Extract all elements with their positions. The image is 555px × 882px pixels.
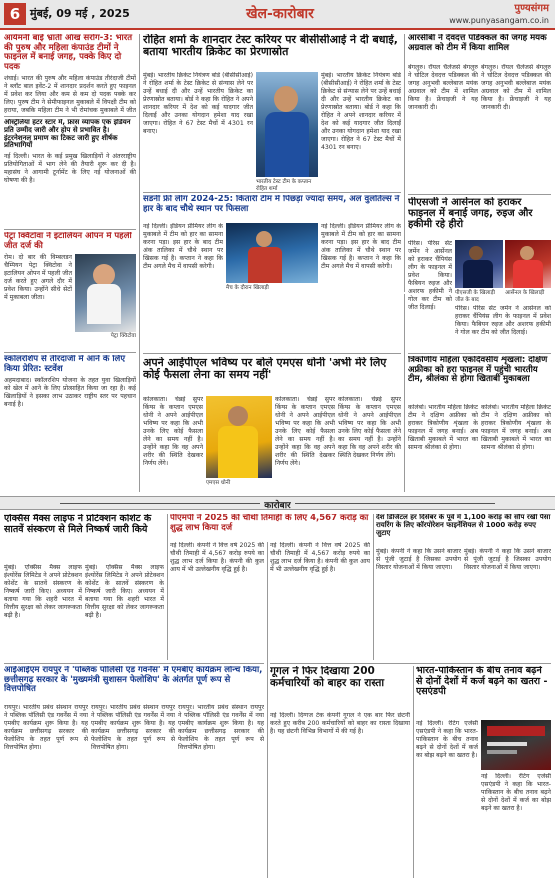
photo-rohit xyxy=(256,72,318,177)
brand-name: पुण्यसंगम xyxy=(514,3,549,14)
body-padikkal: बेंगलुरु। रॉयल चैलेंजर्स बेंगलुरु ने चोटिल देवदत्त पडिक्कल की जगह अनुभवी बल्लेबाज मयंक अग्रवाल को टीम में शामिल किया है। फ्रेंचाइजी ने यह जानकारी दी। xyxy=(408,64,478,111)
photo-indo-pak xyxy=(481,720,551,770)
player-jersey-shape xyxy=(463,260,493,288)
body-psg-continued: पेरिस। पेरिस सेंट जर्मेन ने आर्सेनल को हराकर चैंपियंस लीग के फाइनल में प्रवेश किया। फैबियन रुइज और अशरफ हकीमी ने गोल कर टीम को जीत दिलाई। xyxy=(455,305,551,336)
body-rohit-continued: मुंबई। भारतीय क्रिकेट नियंत्रण बोर्ड (बीसीसीआई) ने रोहित शर्मा के टेस्ट क्रिकेट से संन्यास लेने पर उन्हें बधाई दी और उन्हें भारतीय क्रिकेट का प्रेरणास्रोत बताया। बोर्ड ने कहा कि रोहित ने अपने शानदार करियर में देश को कई यादगार जीत दिलाईं और उनका योगदान हमेशा याद रखा जाएगा। रोहित ने 67 टेस्ट मैचों में 4301 रन बनाए। xyxy=(321,72,401,151)
article-pmp-body xyxy=(170,542,264,660)
column-divider xyxy=(373,514,374,660)
article-google xyxy=(270,666,410,710)
business-section-band xyxy=(0,496,555,510)
brand-block xyxy=(449,3,549,27)
article-indo-pak-body xyxy=(416,720,478,878)
headline-psg: पीएसजी ने आर्सेनल को हराकर फाइनल में बनाई जगह, रुइज और हकीमी रहे हीरो xyxy=(408,197,533,231)
city-date: मुंबई, 09 मई , 2025 xyxy=(30,7,130,20)
article-col1-second xyxy=(4,119,136,227)
headline-axis-max: एक्सिस मैक्स लाइफ ने प्रोटेक्शन कोशेंट के सातवें संस्करण से मिले निष्कर्ष जारी किये xyxy=(4,514,152,535)
body-indo-pak: नई दिल्ली। रेटिंग एजेंसी एसएंडपी ने कहा कि भारत-पाकिस्तान के बीच तनाव बढ़ने से दोनों देशों में कर्ज का बोझ बढ़ने का खतरा है। xyxy=(416,720,478,759)
body-dhoni-continued: कोलकाता। चेन्नई सुपर किंग्स के कप्तान एमएस धोनी ने अपने आईपीएल भविष्य पर कहा कि अभी उनके लिए कोई फैसला लेने का समय नहीं है। उन्होंने कहा कि वह अपने शरीर की स्थिति देखकर निर्णय लेंगे। xyxy=(275,396,335,467)
column-divider xyxy=(139,34,140,492)
player-jersey-shape xyxy=(265,112,309,177)
body-womens-odi: कोलंबो। भारतीय महिला क्रिकेट टीम ने दक्षिण अफ्रीका को हराकर त्रिकोणीय शृंखला के फाइनल में जगह बनाई। अब खिताबी मुकाबले में भारत का सामना श्रीलंका से होगा। xyxy=(408,404,478,451)
caption-arsenal: आर्सेनल के खिलाड़ी xyxy=(505,290,545,296)
divider xyxy=(4,352,136,353)
body-scholarship: अहमदाबाद। स्कॉलरशिप योजना के तहत युवा खिलाड़ियों को खेल में आने के लिए प्रोत्साहित किया जा रहा है। कई खिलाड़ियों ने इसका लाभ उठाकर राष्ट्रीय स्तर पर पहचान बनाई है। xyxy=(4,377,136,409)
body-archery: शंघाई। भारत की पुरुष और महिला कंपाउंड तीरंदाजी टीमों ने ब्लॉट बाल इवेंट-2 में शानदार प्रदर्शन करते हुए फाइनल में प्रवेश कर लिया और कम से कम दो पदक पक्के कर लिए। पुरुष टीम ने सेमीफाइनल मुकाबले में विपक्षी टीम को हराया, जबकि महिला टीम ने भी रोमांचक मुकाबले में जीत xyxy=(4,75,136,114)
body-capital-raise: मुंबई। कंपनी ने कहा कि उसने बाजार से पूंजी जुटाई है जिसका उपयोग विस्तार योजनाओं में किया जाएगा। xyxy=(376,548,461,571)
article-axis-max xyxy=(4,514,164,562)
body-rohit: मुंबई। भारतीय क्रिकेट नियंत्रण बोर्ड (बीसीसीआई) ने रोहित शर्मा के टेस्ट क्रिकेट से संन्यास लेने पर उन्हें बधाई दी और उन्हें भारतीय क्रिकेट का प्रेरणास्रोत बताया। बोर्ड ने कहा कि रोहित ने अपने शानदार करियर में देश को कई यादगार जीत दिलाईं और उनका योगदान हमेशा याद रखा जाएगा। रोहित ने 67 टेस्ट मैचों में 4301 रन बनाए। xyxy=(143,72,253,135)
body-iim-continued-2: रायपुर। भारतीय प्रबंध संस्थान रायपुर ने पब्लिक पॉलिसी एंड गवर्नेंस में नया एमबीए कार्यक्रम शुरू किया है। यह कार्यक्रम छत्तीसगढ़ सरकार की फेलोशिप के तहत पूर्ण रूप से वित्तपोषित होगा। xyxy=(178,704,264,751)
article-padikkal-body-2 xyxy=(481,64,551,192)
article-dhoni-headline xyxy=(143,357,401,393)
headline-kvitova: पेट्रा क्विटोवा ने इटालियन ओपन में पहली जीत दर्ज की xyxy=(4,232,132,251)
player-head-shape xyxy=(469,246,483,260)
headline-archery: आर्यमनी बाईं भ्रांतीं ऑख संरोग-3: भारत की पुरुष और महिला कंपाउंड टीमों ने फाइनल में बनाई जगह, पक्के किए दो पदक xyxy=(4,34,133,72)
player-head-shape xyxy=(256,231,272,247)
article-axis-max-body xyxy=(4,564,82,660)
article-padikkal-body xyxy=(408,64,478,192)
divider xyxy=(4,116,136,117)
body-pmp-continued: नई दिल्ली। कंपनी ने वित्त वर्ष 2025 की चौथी तिमाही में 4,567 करोड़ रुपये का शुद्ध लाभ दर्ज किया है। कंपनी की कुल आय में भी उल्लेखनीय वृद्धि हुई है। xyxy=(270,542,370,573)
body-dhoni: कोलकाता। चेन्नई सुपर किंग्स के कप्तान एमएस धोनी ने अपने आईपीएल भविष्य पर कहा कि अभी उनके लिए कोई फैसला लेने का समय नहीं है। उन्होंने कहा कि वह अपने शरीर की स्थिति देखकर निर्णय लेंगे। xyxy=(143,396,203,467)
photo-ipl xyxy=(226,223,318,283)
player-jersey-shape xyxy=(218,426,258,478)
article-womens-odi-headline xyxy=(408,356,551,402)
article-ipl-headline xyxy=(143,195,401,221)
article-iim xyxy=(4,666,264,702)
article-dhoni-body-2 xyxy=(275,396,335,492)
caption-ipl: मैच के दौरान खिलाड़ी xyxy=(226,285,269,291)
caption-kvitova: पेट्रा क्विटोवा xyxy=(110,333,136,340)
caption-psg-celebration: पीएसजी के खिलाड़ी जीत के बाद xyxy=(455,290,495,303)
headline-graphic-bar xyxy=(487,742,527,746)
divider xyxy=(4,229,136,230)
body-col1-second: नई दिल्ली। भारत के कई प्रमुख खिलाड़ियों ने अंतरराष्ट्रीय प्रतियोगिताओं में भाग लेने की तैयारी शुरू कर दी है। महासंघ ने आगामी टूर्नामेंट के लिए नई योजनाओं की घोषणा की है। xyxy=(4,153,136,185)
business-section-title: कारोबार xyxy=(264,501,291,511)
article-rohit-body-2 xyxy=(321,72,401,190)
article-padikkal-headline xyxy=(408,34,551,62)
article-ipl-body xyxy=(143,223,223,351)
article-capital-raise-body xyxy=(376,548,461,660)
article-rohit-headline xyxy=(143,34,401,70)
article-psg-body xyxy=(408,240,452,350)
band-line-right xyxy=(295,503,495,504)
headline-iim: आईआईएम रायपुर ने 'पब्लिक पॉलिसी एंड गवर्नेंस' में एमबीए कार्यक्रम लॉन्च किया, छत्तीसगढ़ सरकार के 'मुख्यमंत्री सुशासन फेलोशिप' के अंतर्गत पूर्ण रूप से वित्तपोषित xyxy=(4,666,263,695)
player-head-shape xyxy=(93,264,115,286)
photo-psg-celebration xyxy=(455,240,503,288)
article-iim-body-2 xyxy=(91,704,175,878)
article-psg-headline xyxy=(408,197,551,237)
headline-google: गूगल ने फिर दिखाया 200 कर्मचारियों को बाहर का रास्ता xyxy=(270,666,385,689)
divider xyxy=(143,353,401,354)
article-scholarship xyxy=(4,355,136,493)
divider xyxy=(143,192,401,193)
headline-ipl: सडनी फ्री लीग 2024-25: किंतारी टीम में पिछड़ा ज्यादा समय, अल वुलतिल्स ने हार के बाद चौथे स्थान पर फिसला xyxy=(143,195,400,214)
body-womens-odi-continued: कोलंबो। भारतीय महिला क्रिकेट टीम ने दक्षिण अफ्रीका को हराकर त्रिकोणीय शृंखला के फाइनल में जगह बनाई। अब खिताबी मुकाबले में भारत का सामना श्रीलंका से होगा। xyxy=(481,404,551,451)
divider xyxy=(4,663,264,664)
headline-pmp: पीएमपी ने 2025 की चौथी तिमाही के लिए 4,567 करोड़ का शुद्ध लाभ किया दर्ज xyxy=(170,514,369,533)
article-psg-body-2 xyxy=(455,305,551,350)
column-divider xyxy=(267,542,268,878)
caption-dhoni: एमएस धोनी xyxy=(206,480,231,486)
photo-dhoni xyxy=(206,396,272,478)
body-dhoni-continued-2: कोलकाता। चेन्नई सुपर किंग्स के कप्तान एमएस धोनी ने अपने आईपीएल भविष्य पर कहा कि अभी उनके लिए कोई फैसला लेने का समय नहीं है। उन्होंने कहा कि वह अपने शरीर की स्थिति देखकर निर्णय लेंगे। xyxy=(338,396,401,459)
player-body-shape xyxy=(87,284,121,324)
body-padikkal-continued: बेंगलुरु। रॉयल चैलेंजर्स बेंगलुरु ने चोटिल देवदत्त पडिक्कल की जगह अनुभवी बल्लेबाज मयंक अग्रवाल को टीम में शामिल किया है। फ्रेंचाइजी ने यह जानकारी दी। xyxy=(481,64,551,111)
masthead xyxy=(0,0,555,30)
article-pmp xyxy=(170,514,370,540)
body-iim-continued: रायपुर। भारतीय प्रबंध संस्थान रायपुर ने पब्लिक पॉलिसी एंड गवर्नेंस में नया एमबीए कार्यक्रम शुरू किया है। यह कार्यक्रम छत्तीसगढ़ सरकार की फेलोशिप के तहत पूर्ण रूप से वित्तपोषित होगा। xyxy=(91,704,175,751)
section-title: खेल-कारोबार xyxy=(246,6,314,22)
caption-rohit: भारतीय टेस्ट टीम के कप्तान रोहित शर्मा xyxy=(256,179,312,192)
brand-url[interactable]: www.punyasangam.co.in xyxy=(449,16,549,25)
article-dhoni-body-3 xyxy=(338,396,401,492)
headline-rohit: रोहित शर्मा के शानदार टेस्ट करियर पर बीसीसीआई ने दी बधाई, बताया भारतीय क्रिकेट का प्रेरणास्रोत xyxy=(143,34,398,59)
article-iim-body-3 xyxy=(178,704,264,878)
article-iim-body xyxy=(4,704,88,878)
article-kvitova xyxy=(4,232,136,350)
body-google: नई दिल्ली। दिग्गज टेक कंपनी गूगल ने एक बार फिर छंटनी करते हुए करीब 200 कर्मचारियों को बाहर का रास्ता दिखाया है। यह छंटनी विभिन्न विभागों में की गई है। xyxy=(270,712,410,735)
player-jersey-shape xyxy=(248,247,282,283)
headline-capital-raise: देश डिजिटल हर दिसेंबर के पूर्व में 1,100 करोड़ की सौंप रखी पैसा रायरिंग के लिए कॉरपोरेशन फाइनेंशियल से 1000 करोड़ रुपए जुटाए xyxy=(376,514,551,537)
body-psg: पेरिस। पेरिस सेंट जर्मेन ने आर्सेनल को हराकर चैंपियंस लीग के फाइनल में प्रवेश किया। फैबियन रुइज और अशरफ हकीमी ने गोल कर टीम को जीत दिलाई। xyxy=(408,240,452,311)
headline-indo-pak: भारत-पाकिस्तान के बीच तनाव बढ़ने से दोनों देशों में कर्ज बढ़ने का खतरा - एसएंडपी xyxy=(416,666,548,698)
column-divider xyxy=(404,294,405,492)
body-iim: रायपुर। भारतीय प्रबंध संस्थान रायपुर ने पब्लिक पॉलिसी एंड गवर्नेंस में नया एमबीए कार्यक्रम शुरू किया है। यह कार्यक्रम छत्तीसगढ़ सरकार की फेलोशिप के तहत पूर्ण रूप से वित्तपोषित होगा। xyxy=(4,704,88,751)
article-axis-max-body-2 xyxy=(85,564,164,660)
article-indo-pak-body-2 xyxy=(481,773,551,878)
headline-padikkal: आरसीबी ने देवदत्त पडिक्कल की जगह मयंक अग्रवाल को टीम में किया शामिल xyxy=(408,34,547,53)
column-divider xyxy=(413,666,414,878)
player-head-shape xyxy=(520,246,534,260)
player-head-shape xyxy=(274,86,298,112)
body-ipl-continued: नई दिल्ली। इंडियन प्रीमियर लीग के मुकाबले में टीम को हार का सामना करना पड़ा। इस हार के बाद टीम अंक तालिका में चौथे स्थान पर खिसक गई है। कप्तान ने कहा कि टीम अगले मैच में वापसी करेगी। xyxy=(321,223,401,270)
photo-arsenal xyxy=(505,240,551,288)
article-dhoni-body xyxy=(143,396,203,492)
article-indo-pak xyxy=(416,666,551,716)
divider xyxy=(408,353,551,354)
headline-graphic-bar xyxy=(487,750,517,754)
headline-graphic-bar xyxy=(487,726,545,736)
article-pmp-body-2 xyxy=(270,542,370,660)
headline-col1-second: ऑस्ट्रेलिया हंटर स्टार में, फ्रांस व्यापक एक इंडियन प्रति उम्मीद जारी और होप से प्रभावित है। इंटरनेशनल प्रमाण का टिकट जारी हुए शीर्षक प्रतिभागियों xyxy=(4,119,131,150)
headline-dhoni: अपने आईपीएल भविष्य पर बोले एमएस धोनी 'अभी मेरे लिए कोई फैसला लेना का समय नहीं' xyxy=(143,357,387,382)
article-womens-odi-body-2 xyxy=(481,404,551,492)
article-rohit-body xyxy=(143,72,253,190)
body-pmp: नई दिल्ली। कंपनी ने वित्त वर्ष 2025 की चौथी तिमाही में 4,567 करोड़ रुपये का शुद्ध लाभ दर्ज किया है। कंपनी की कुल आय में भी उल्लेखनीय वृद्धि हुई है। xyxy=(170,542,264,573)
article-womens-odi-body xyxy=(408,404,478,492)
column-divider xyxy=(404,34,405,292)
body-axis-max: मुंबई। एक्सिस मैक्स लाइफ इंश्योरेंस लिमिटेड ने अपने प्रोटेक्शन कोशेंट के सातवें संस्करण के निष्कर्ष जारी किए। अध्ययन में बताया गया कि शहरी भारत में वित्तीय सुरक्षा को लेकर जागरूकता बढ़ी है। xyxy=(4,564,82,619)
article-ipl-body-2 xyxy=(321,223,401,351)
body-ipl: नई दिल्ली। इंडियन प्रीमियर लीग के मुकाबले में टीम को हार का सामना करना पड़ा। इस हार के बाद टीम अंक तालिका में चौथे स्थान पर खिसक गई है। कप्तान ने कहा कि टीम अगले मैच में वापसी करेगी। xyxy=(143,223,223,270)
body-axis-max-continued: मुंबई। एक्सिस मैक्स लाइफ इंश्योरेंस लिमिटेड ने अपने प्रोटेक्शन कोशेंट के सातवें संस्करण के निष्कर्ष जारी किए। अध्ययन में बताया गया कि शहरी भारत में वित्तीय सुरक्षा को लेकर जागरूकता बढ़ी है। xyxy=(85,564,164,619)
body-kvitova: रोम। दो बार की विम्बलडन चैम्पियन पेट्रा क्विटोवा ने इटालियन ओपन में पहली जीत दर्ज करते हुए अगले दौर में प्रवेश किया। उन्होंने सीधे सेटों में मुकाबला जीता। xyxy=(4,254,72,302)
divider xyxy=(270,663,551,664)
player-head-shape xyxy=(228,406,248,426)
article-capital-raise xyxy=(376,514,551,546)
page-number: 6 xyxy=(4,3,26,25)
headline-womens-odi: त्रिकोणीय महिला एकदिवसीय शृंखला: दक्षिण अफ्रीका को हरा फाइनल में पहुंची भारतीय टीम, श्रीलंका से होगा खिताबी मुकाबला xyxy=(408,356,548,385)
column-divider xyxy=(167,514,168,660)
article-archery xyxy=(4,34,136,114)
body-indo-pak-continued: नई दिल्ली। रेटिंग एजेंसी एसएंडपी ने कहा कि भारत-पाकिस्तान के बीच तनाव बढ़ने से दोनों देशों में कर्ज का बोझ बढ़ने का खतरा है। xyxy=(481,773,551,812)
player-jersey-shape xyxy=(513,260,543,288)
headline-scholarship: स्कॉलरशिप से तीरंदाजी में आने के लिए किया प्रेरित: स्टवेंश xyxy=(4,355,126,374)
article-capital-raise-body-2 xyxy=(464,548,551,660)
divider xyxy=(408,194,551,195)
body-capital-raise-continued: मुंबई। कंपनी ने कहा कि उसने बाजार से पूंजी जुटाई है जिसका उपयोग विस्तार योजनाओं में किया जाएगा। xyxy=(464,548,551,571)
photo-kvitova xyxy=(75,254,136,332)
article-google-body xyxy=(270,712,410,878)
